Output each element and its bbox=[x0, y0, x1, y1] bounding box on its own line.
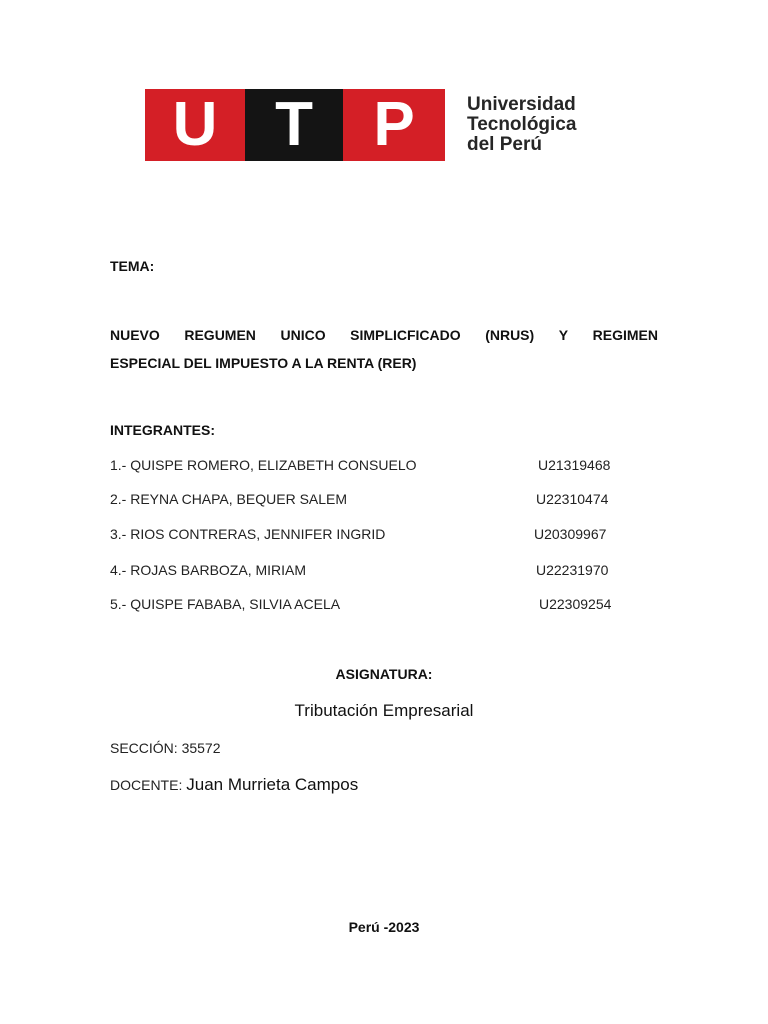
docente-label: DOCENTE: bbox=[110, 777, 183, 793]
member-code: U20309967 bbox=[534, 526, 607, 542]
asignatura-value: Tributación Empresarial bbox=[294, 701, 474, 720]
title-word: Y bbox=[558, 327, 569, 343]
member-name: 2.- REYNA CHAPA, BEQUER SALEM bbox=[110, 491, 348, 507]
title-line-2: ESPECIAL DEL IMPUESTO A LA RENTA (RER) bbox=[110, 355, 417, 371]
tema-label: TEMA: bbox=[110, 258, 155, 274]
integrantes-label: INTEGRANTES: bbox=[110, 422, 215, 438]
logo-text-line: Tecnológica bbox=[467, 114, 577, 135]
member-code: U22231970 bbox=[536, 562, 609, 578]
title-word: REGIMEN bbox=[592, 327, 658, 343]
member-name: 4.- ROJAS BARBOZA, MIRIAM bbox=[110, 562, 307, 578]
title-word: (NRUS) bbox=[485, 327, 535, 343]
member-name: 5.- QUISPE FABABA, SILVIA ACELA bbox=[110, 596, 341, 612]
title-word: REGUMEN bbox=[184, 327, 256, 343]
utp-logo bbox=[145, 89, 615, 161]
logo-letter-p: P bbox=[343, 89, 445, 161]
asignatura-label: ASIGNATURA: bbox=[335, 666, 433, 682]
member-row bbox=[110, 457, 630, 477]
footer-place-year: Perú -2023 bbox=[348, 919, 420, 935]
title-word: UNICO bbox=[280, 327, 326, 343]
document-title bbox=[110, 321, 658, 377]
title-word: NUEVO bbox=[110, 327, 160, 343]
member-row bbox=[110, 596, 630, 616]
member-code: U22310474 bbox=[536, 491, 609, 507]
logo-letter-blocks bbox=[145, 89, 445, 161]
member-name: 1.- QUISPE ROMERO, ELIZABETH CONSUELO bbox=[110, 457, 417, 473]
title-word: SIMPLICFICADO bbox=[350, 327, 461, 343]
member-code: U22309254 bbox=[539, 596, 612, 612]
member-code: U21319468 bbox=[538, 457, 611, 473]
logo-text-line: Universidad bbox=[467, 94, 576, 115]
logo-letter-t: T bbox=[245, 89, 343, 161]
docente-line bbox=[110, 775, 358, 795]
docente-name: Juan Murrieta Campos bbox=[186, 775, 359, 794]
title-line-1 bbox=[110, 321, 658, 349]
member-row bbox=[110, 491, 630, 511]
member-row bbox=[110, 526, 630, 546]
logo-wordmark bbox=[467, 95, 576, 155]
logo-text-line: del Perú bbox=[467, 134, 542, 155]
member-name: 3.- RIOS CONTRERAS, JENNIFER INGRID bbox=[110, 526, 386, 542]
logo-letter-u: U bbox=[145, 89, 245, 161]
seccion-line: SECCIÓN: 35572 bbox=[110, 740, 221, 756]
member-row bbox=[110, 562, 630, 582]
